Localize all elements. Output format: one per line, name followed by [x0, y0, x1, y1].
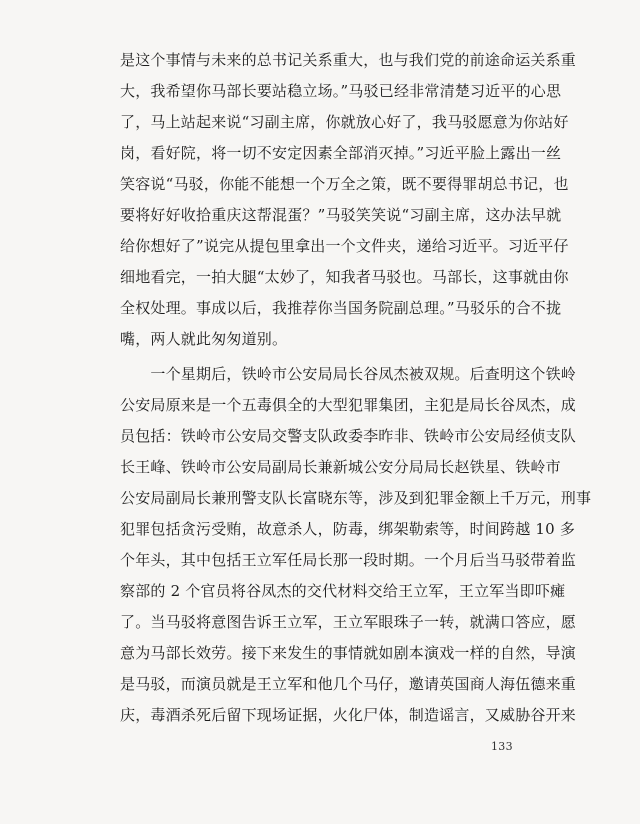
text-line: 嘴，两人就此匆匆道别。	[120, 330, 288, 348]
paragraph-1	[120, 45, 577, 355]
paragraph-2	[120, 359, 592, 731]
text-line: 细地看完，一拍大腿“太妙了，知我者马驳也。马部长，这事就由你	[120, 268, 569, 286]
text-line: 个年头，其中包括王立军任局长那一段时期。一个月后当马驳带着监	[120, 551, 577, 569]
text-line: 是马驳，而演员就是王立军和他几个马仔，邀请英国商人海伍德来重	[120, 675, 577, 693]
text-line: 是这个事情与未来的总书记关系重大，也与我们党的前途命运关系重	[120, 51, 577, 69]
text-line: 察部的 2 个官员将谷凤杰的交代材料交给王立军，王立军当即吓瘫	[120, 582, 566, 600]
page-number: 133	[491, 740, 513, 753]
text-line: 犯罪包括贪污受贿，故意杀人，防毒，绑架勒索等，时间跨越 10 多	[120, 520, 576, 538]
text-line: 公安局副局长兼刑警支队长富晓东等，涉及到犯罪金额上千万元，刑事	[120, 489, 592, 507]
text-line: 员包括：铁岭市公安局交警支队政委李昨非、铁岭市公安局经侦支队	[120, 427, 577, 445]
text-line: 庆，毒酒杀死后留下现场证据，火化尸体，制造谣言，又威胁谷开来	[120, 706, 577, 724]
text-line: 笑容说“马驳，你能不能想一个万全之策，既不要得罪胡总书记，也	[120, 175, 569, 193]
text-line: 公安局原来是一个五毒俱全的大型犯罪集团，主犯是局长谷凤杰，成	[120, 396, 577, 414]
text-line: 大，我希望你马部长要站稳立场。”马驳已经非常清楚习近平的心思	[120, 82, 562, 100]
text-line: 全权处理。事成以后，我推荐你当国务院副总理。”马驳乐的合不拢	[120, 299, 562, 317]
text-line: 要将好好收拾重庆这帮混蛋？”马驳笑笑说“习副主席，这办法早就	[120, 206, 562, 224]
text-line: 给你想好了”说完从提包里拿出一个文件夹，递给习近平。习近平仔	[120, 237, 569, 255]
body-text	[120, 45, 592, 731]
text-line: 了，马上站起来说“习副主席，你就放心好了，我马驳愿意为你站好	[120, 113, 569, 131]
text-line: 长王峰、铁岭市公安局副局长兼新城公安分局局长赵铁星、铁岭市	[120, 458, 561, 476]
text-line: 一个星期后，铁岭市公安局局长谷凤杰被双规。后查明这个铁岭	[120, 365, 577, 383]
text-line: 了。当马驳将意图告诉王立军，王立军眼珠子一转，就满口答应，愿	[120, 613, 577, 631]
text-line: 岗，看好院，将一切不安定因素全部消灭掉。”习近平脸上露出一丝	[120, 144, 562, 162]
text-line: 意为马部长效劳。接下来发生的事情就如剧本演戏一样的自然，导演	[120, 644, 577, 662]
